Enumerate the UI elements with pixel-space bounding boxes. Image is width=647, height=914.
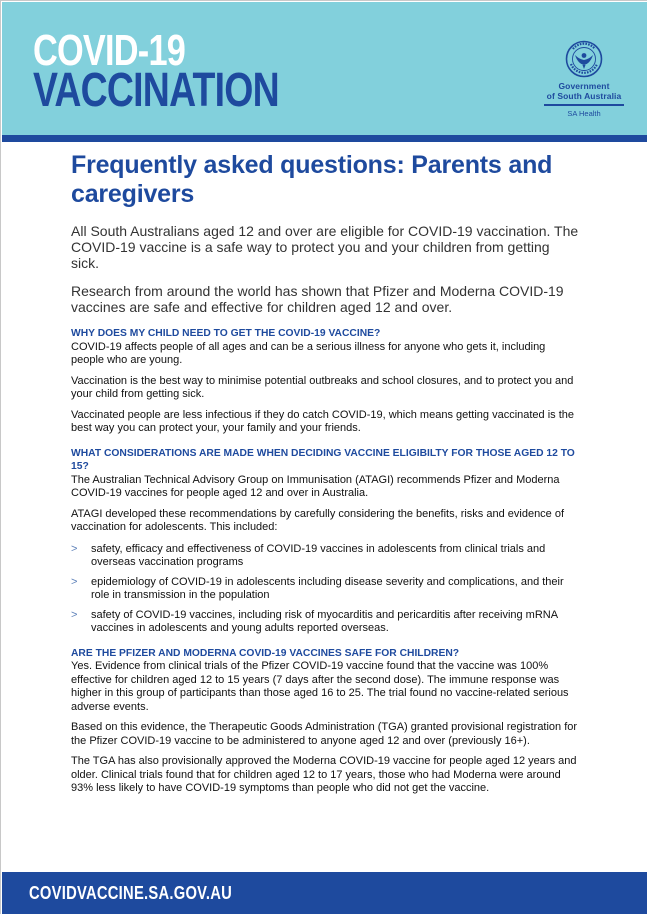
page-title: Frequently asked questions: Parents and caregivers bbox=[71, 151, 553, 208]
faq-answer-paragraph: COVID-19 affects people of all ages and can be a serious illness for anyone who gets it, including people who are young. bbox=[71, 340, 546, 366]
south-australia-emblem-icon bbox=[534, 40, 634, 78]
faq-answer-paragraph: Yes. Evidence from clinical trials of the Pfizer COVID-19 vaccine found that the vaccine was 100% effective for children aged 12 to 15 years (7 days after the second dose). The immune response was higher in this group of participants than those aged 16 to 25. The trial found no vaccine-related serious adverse events. bbox=[71, 660, 569, 713]
faq-question: WHY DOES MY CHILD NEED TO GET THE COVID-19 VACCINE? bbox=[71, 328, 381, 339]
wordmark-line-covid: COVID-19 bbox=[33, 26, 186, 75]
faq-answer-paragraph: The Australian Technical Advisory Group on Immunisation (ATAGI) recommends Pfizer and Moderna COVID-19 vaccines for people aged 12 and over in Australia. bbox=[71, 473, 560, 499]
campaign-wordmark bbox=[33, 26, 348, 117]
chevron-right-icon: > bbox=[71, 542, 78, 555]
faq-question: ARE THE PFIZER AND MODERNA COVID-19 VACCINES SAFE FOR CHILDREN? bbox=[71, 647, 460, 659]
wordmark-line-vaccination: VACCINATION bbox=[33, 64, 279, 117]
logo-text-government: Government bbox=[558, 81, 610, 91]
faq-question: WHAT CONSIDERATIONS ARE MADE WHEN DECIDING VACCINE ELIGIBILTY FOR THOSE AGED 12 TO 15? bbox=[71, 447, 575, 472]
faq-section-eligibility-considerations bbox=[71, 447, 581, 636]
list-item-text: safety, efficacy and effectiveness of COVID-19 vaccines in adolescents from clinical trials and overseas vaccination programs bbox=[91, 542, 546, 568]
list-item-text: safety of COVID-19 vaccines, including risk of myocarditis and pericarditis after receiving mRNA vaccines in adolescents and young adults reported overseas. bbox=[91, 608, 558, 634]
logo-divider bbox=[544, 104, 624, 106]
list-item bbox=[71, 609, 581, 636]
government-logo bbox=[534, 40, 634, 118]
intro-text bbox=[71, 223, 581, 315]
header-banner bbox=[2, 2, 647, 135]
intro-paragraph: All South Australians aged 12 and over are eligible for COVID-19 vaccination. The COVID-19 vaccine is a safe way to protect you and your children from getting sick. bbox=[71, 223, 579, 271]
faq-answer-paragraph: ATAGI developed these recommendations by carefully considering the benefits, risks and evidence of vaccination for adolescents. This included: bbox=[71, 507, 565, 533]
chevron-right-icon: > bbox=[71, 608, 78, 621]
considerations-list bbox=[71, 543, 581, 636]
faq-section-why-vaccinate bbox=[71, 327, 581, 436]
faq-answer-paragraph: The TGA has also provisionally approved the Moderna COVID-19 vaccine for people aged 12 years and older. Clinical trials found that for children aged 12 to 17 years, those who had Moderna were around 93% less likely to have COVID-19 symptoms than people who did not get the vaccine. bbox=[71, 755, 577, 794]
faq-content bbox=[71, 151, 581, 803]
chevron-right-icon: > bbox=[71, 575, 78, 588]
faq-answer-paragraph: Based on this evidence, the Therapeutic Goods Administration (TGA) granted provisional registration for the Pfizer COVID-19 vaccine to be administered to anyone aged 12 and over (previously 16+). bbox=[71, 721, 578, 747]
logo-text-department: SA Health bbox=[567, 108, 601, 118]
footer-bar bbox=[2, 872, 647, 914]
faq-section-vaccine-safety bbox=[71, 647, 581, 796]
list-item bbox=[71, 543, 581, 570]
faq-answer-paragraph: Vaccinated people are less infectious if they do catch COVID-19, which means getting vaccinated is the best way you can protect your, your family and your friends. bbox=[71, 408, 575, 434]
faq-answer-paragraph: Vaccination is the best way to minimise potential outbreaks and school closures, and to protect you and your child from getting sick. bbox=[71, 374, 574, 400]
intro-paragraph: Research from around the world has shown that Pfizer and Moderna COVID-19 vaccines are safe and effective for children aged 12 and over. bbox=[71, 283, 564, 315]
logo-text-of-south-australia: of South Australia bbox=[546, 91, 622, 101]
header-divider-bar bbox=[2, 135, 647, 142]
footer-website-link[interactable]: COVIDVACCINE.SA.GOV.AU bbox=[29, 883, 233, 903]
list-item bbox=[71, 576, 581, 603]
list-item-text: epidemiology of COVID-19 in adolescents including disease severity and complications, and their role in transmission in the population bbox=[91, 575, 564, 601]
